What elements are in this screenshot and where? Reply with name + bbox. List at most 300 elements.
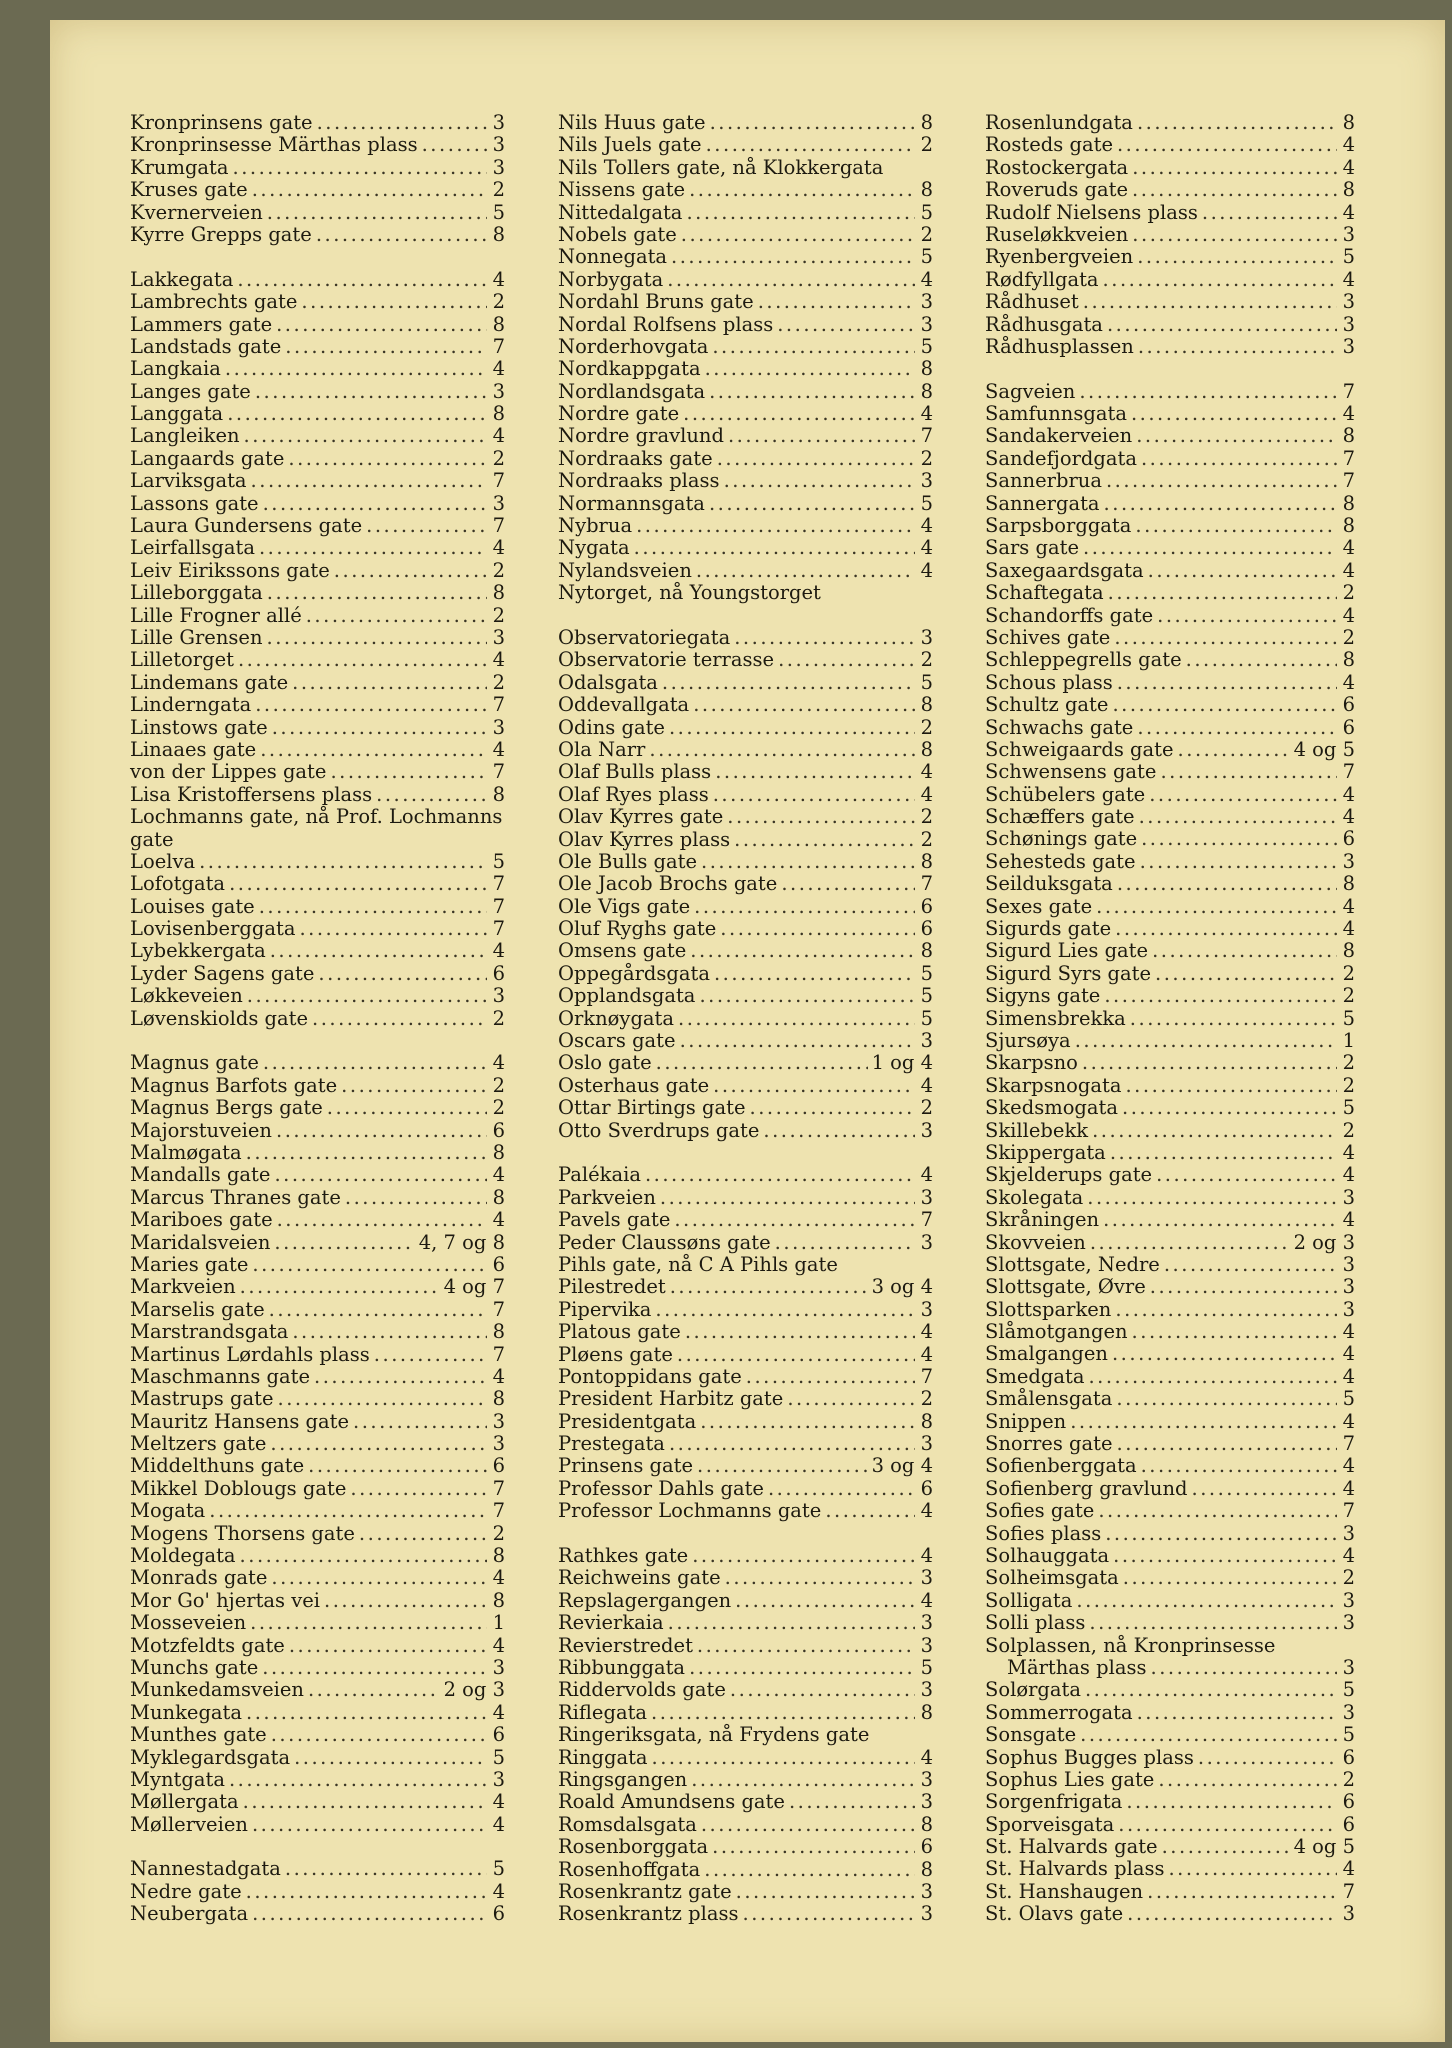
- leader-dots: [677, 1344, 915, 1366]
- district-number: 4: [920, 1499, 933, 1523]
- district-number: 8: [492, 402, 505, 426]
- index-entry: [985, 1120, 1355, 1142]
- street-name: Solhauggata: [985, 1543, 1110, 1567]
- section-gap: [130, 1836, 505, 1858]
- leader-dots: [706, 134, 915, 156]
- leader-dots: [240, 1545, 487, 1567]
- index-entry: [985, 1478, 1355, 1500]
- index-column-1: [130, 112, 505, 1926]
- index-entry: [558, 179, 933, 201]
- district-number: 2: [492, 178, 505, 202]
- leader-dots: [255, 694, 487, 716]
- street-name: Mariboes gate: [130, 1208, 273, 1232]
- street-name: Ringsgangen: [558, 1767, 688, 1791]
- index-entry: [558, 1478, 933, 1500]
- leader-dots: [692, 1545, 915, 1567]
- index-entry: [558, 1500, 933, 1522]
- district-number: 4: [492, 939, 505, 963]
- district-number: 7: [492, 917, 505, 941]
- district-number: 8: [492, 1185, 505, 1209]
- street-name: Parkveien: [558, 1185, 656, 1209]
- district-number: 8: [1342, 872, 1355, 896]
- leader-dots: [1117, 873, 1337, 895]
- index-entry: [985, 381, 1355, 403]
- street-name: Prestegata: [558, 1432, 665, 1456]
- street-name: Skedsmogata: [985, 1096, 1119, 1120]
- street-name: Slottsparken: [985, 1297, 1112, 1321]
- index-entry: [558, 851, 933, 873]
- index-entry: [130, 1769, 505, 1791]
- leader-dots: [1137, 112, 1337, 134]
- district-number: 4: [1342, 670, 1355, 694]
- leader-dots: [649, 739, 915, 761]
- street-name: Rådhuset: [985, 290, 1079, 314]
- index-entry: [130, 582, 505, 604]
- index-entry: [558, 246, 933, 268]
- leader-dots: [1089, 1612, 1337, 1634]
- leader-dots: [1123, 1567, 1337, 1589]
- leader-dots: [376, 784, 487, 806]
- leader-dots: [709, 493, 915, 515]
- leader-dots: [728, 425, 915, 447]
- leader-dots: [259, 896, 487, 918]
- index-entry: [558, 1545, 933, 1567]
- index-entry: [130, 1859, 505, 1881]
- district-number: 2: [492, 603, 505, 627]
- street-name: Lassons gate: [130, 491, 259, 515]
- leader-dots: [285, 1858, 487, 1880]
- district-number: 2: [920, 133, 933, 157]
- district-number: 4: [1342, 1140, 1355, 1164]
- leader-dots: [1164, 1254, 1337, 1276]
- index-entry: [558, 829, 933, 851]
- street-name: Nissens gate: [558, 178, 686, 202]
- street-name: Kyrre Grepps gate: [130, 222, 312, 246]
- index-entry: [985, 112, 1355, 134]
- index-entry: [985, 739, 1355, 761]
- district-number: 4: [1342, 1857, 1355, 1881]
- street-name: Schübelers gate: [985, 782, 1146, 806]
- leader-dots: [308, 1679, 440, 1701]
- index-entry: [130, 269, 505, 291]
- leader-dots: [251, 470, 487, 492]
- district-number: 4: [492, 424, 505, 448]
- index-entry: [985, 1612, 1355, 1634]
- street-name: von der Lippes gate: [130, 760, 327, 784]
- index-entry: [985, 1881, 1355, 1903]
- index-entry: [130, 1478, 505, 1500]
- district-number: 5: [920, 670, 933, 694]
- street-name: Larviksgata: [130, 469, 247, 493]
- leader-dots: [366, 515, 487, 537]
- district-number: 5: [492, 849, 505, 873]
- street-name: Langgata: [130, 402, 224, 426]
- district-number: 3: [920, 1029, 933, 1053]
- index-entry: [558, 381, 933, 403]
- street-name: Marcus Thranes gate: [130, 1185, 341, 1209]
- street-name: Seilduksgata: [985, 872, 1113, 896]
- leader-dots: [276, 314, 487, 336]
- street-name: Oscars gate: [558, 1029, 676, 1053]
- leader-dots: [734, 627, 915, 649]
- index-note: Ringeriksgata, nå Frydens gate: [558, 1723, 870, 1747]
- district-number: 3: [1342, 1297, 1355, 1321]
- district-number: 4: [920, 1073, 933, 1097]
- street-name: Ribbunggata: [558, 1655, 686, 1679]
- street-name: Sannergata: [985, 491, 1100, 515]
- leader-dots: [1135, 515, 1337, 537]
- district-number: 7: [492, 1342, 505, 1366]
- street-name: Presidentgata: [558, 1409, 697, 1433]
- index-entry: [558, 1388, 933, 1410]
- street-name: Krumgata: [130, 155, 229, 179]
- district-number: 4: [492, 1051, 505, 1075]
- index-entry: [985, 1769, 1355, 1791]
- district-number: 5: [1342, 1723, 1355, 1747]
- street-name: Schwachs gate: [985, 715, 1134, 739]
- section-gap: [130, 246, 505, 268]
- district-number: 4: [1342, 558, 1355, 582]
- index-entry: [558, 1635, 933, 1657]
- leader-dots: [274, 1164, 487, 1186]
- street-name: Oslo gate: [558, 1051, 652, 1075]
- index-entry: [985, 694, 1355, 716]
- leader-dots: [270, 1433, 487, 1455]
- district-number: 4: [920, 402, 933, 426]
- leader-dots: [715, 761, 915, 783]
- street-name: Solheimsgata: [985, 1566, 1119, 1590]
- district-number: 3: [492, 155, 505, 179]
- index-entry: [130, 1724, 505, 1746]
- street-name: Platous gate: [558, 1320, 681, 1344]
- leader-dots: [252, 1254, 487, 1276]
- leader-dots: [704, 1859, 915, 1881]
- leader-dots: [1157, 605, 1337, 627]
- district-number: 3: [492, 1409, 505, 1433]
- index-entry: [985, 851, 1355, 873]
- street-name: Neubergata: [130, 1902, 249, 1926]
- district-number: 2: [1342, 581, 1355, 605]
- index-entry: [558, 918, 933, 940]
- district-number: 4: [1342, 1342, 1355, 1366]
- street-name: Leirfallsgata: [130, 536, 255, 560]
- district-number: 4: [920, 536, 933, 560]
- leader-dots: [1132, 1321, 1337, 1343]
- index-entry: [558, 1903, 933, 1925]
- district-number: 7: [492, 514, 505, 538]
- leader-dots: [229, 873, 487, 895]
- leader-dots: [227, 403, 487, 425]
- index-entry: [985, 1008, 1355, 1030]
- leader-dots: [278, 1388, 488, 1410]
- index-entry: [130, 1791, 505, 1813]
- leader-dots: [374, 1344, 487, 1366]
- street-name: Lisa Kristoffersens plass: [130, 782, 373, 806]
- street-name: Mosseveien: [130, 1611, 247, 1635]
- district-number: 7: [1342, 1879, 1355, 1903]
- street-name: Rosteds gate: [985, 133, 1113, 157]
- index-entry: [130, 1321, 505, 1343]
- street-name: Mor Go' hjertas vei: [130, 1588, 321, 1612]
- leader-dots: [1075, 1030, 1337, 1052]
- leader-dots: [292, 1321, 487, 1343]
- street-name: Magnus Bergs gate: [130, 1096, 323, 1120]
- index-entry: [985, 336, 1355, 358]
- street-name: Sporveisgata: [985, 1812, 1115, 1836]
- street-name: Sommerrogata: [985, 1700, 1133, 1724]
- district-number: 4: [492, 357, 505, 381]
- street-name: Munchs gate: [130, 1655, 259, 1679]
- index-entry: [130, 896, 505, 918]
- leader-dots: [775, 1232, 915, 1254]
- street-name: Nordraaks gate: [558, 446, 713, 470]
- index-entry: [558, 224, 933, 246]
- street-name: Lambrechts gate: [130, 290, 298, 314]
- street-name: Revierstredet: [558, 1633, 693, 1657]
- index-entry: [558, 448, 933, 470]
- index-entry: [130, 649, 505, 671]
- district-number: 2: [492, 1096, 505, 1120]
- leader-dots: [359, 1523, 487, 1545]
- district-number: 4: [492, 267, 505, 291]
- index-entry: [130, 1276, 505, 1298]
- street-name: Sannerbrua: [985, 469, 1102, 493]
- leader-dots: [669, 1433, 915, 1455]
- index-entry: [558, 515, 933, 537]
- district-number: 4: [920, 1320, 933, 1344]
- district-number: 3: [920, 469, 933, 493]
- leader-dots: [1132, 157, 1337, 179]
- index-entry: [130, 672, 505, 694]
- district-number: 2: [920, 648, 933, 672]
- district-number: 5: [920, 1006, 933, 1030]
- district-number: 4 og 7: [443, 1275, 505, 1299]
- leader-dots: [1149, 784, 1337, 806]
- leader-dots: [689, 1657, 915, 1679]
- street-name: Normannsgata: [558, 491, 705, 515]
- district-number: 3: [920, 1767, 933, 1791]
- index-entry: [130, 1052, 505, 1074]
- leader-dots: [1160, 761, 1337, 783]
- index-entry: [985, 1814, 1355, 1836]
- district-number: 2: [920, 805, 933, 829]
- street-name: Skillebekk: [985, 1118, 1089, 1142]
- street-name: Mandalls gate: [130, 1163, 271, 1187]
- leader-dots: [713, 784, 915, 806]
- street-name: Sagveien: [985, 379, 1076, 403]
- index-entry: [130, 1388, 505, 1410]
- street-name: Nordre gravlund: [558, 424, 724, 448]
- leader-dots: [301, 291, 487, 313]
- index-entry: [130, 739, 505, 761]
- leader-dots: [689, 179, 915, 201]
- district-number: 4: [1342, 1543, 1355, 1567]
- street-name: Kvernerveien: [130, 200, 263, 224]
- index-entry: [130, 112, 505, 134]
- index-entry: [985, 157, 1355, 179]
- district-number: 6: [1342, 715, 1355, 739]
- district-number: 2: [1342, 1566, 1355, 1590]
- district-number: 8: [920, 849, 933, 873]
- district-number: 7: [920, 424, 933, 448]
- district-number: 8: [1342, 110, 1355, 134]
- district-number: 8: [920, 1700, 933, 1724]
- leader-dots: [1070, 1411, 1337, 1433]
- leader-dots: [314, 1366, 487, 1388]
- district-number: 4: [1342, 1454, 1355, 1478]
- index-page: [50, 20, 1445, 2042]
- street-name: Smålensgata: [985, 1387, 1113, 1411]
- street-name: Reichweins gate: [558, 1566, 721, 1590]
- leader-dots: [1168, 1858, 1337, 1880]
- leader-dots: [710, 112, 915, 134]
- street-name: Schandorffs gate: [985, 603, 1154, 627]
- street-name: Sofienberggata: [985, 1454, 1137, 1478]
- leader-dots: [1148, 560, 1337, 582]
- index-entry: [985, 1075, 1355, 1097]
- district-number: 5: [920, 1655, 933, 1679]
- index-entry: [985, 940, 1355, 962]
- street-name: Norbygata: [558, 267, 664, 291]
- index-entry: [985, 1030, 1355, 1052]
- leader-dots: [246, 1142, 487, 1164]
- index-entry: [130, 1881, 505, 1903]
- index-entry: [130, 918, 505, 940]
- leader-dots: [285, 336, 487, 358]
- street-name: Riflegata: [558, 1700, 648, 1724]
- district-number: 8: [920, 110, 933, 134]
- district-number: 7: [920, 872, 933, 896]
- district-number: 4: [1342, 1364, 1355, 1388]
- district-number: 2: [920, 446, 933, 470]
- leader-dots: [1162, 1836, 1290, 1858]
- index-entry: [558, 985, 933, 1007]
- leader-dots: [246, 1702, 487, 1724]
- index-entry: [558, 1657, 933, 1679]
- street-name: Sofies plass: [985, 1521, 1102, 1545]
- index-entry: [985, 1545, 1355, 1567]
- street-name: Mogens Thorsens gate: [130, 1521, 355, 1545]
- leader-dots: [312, 1008, 487, 1030]
- district-number: 1 og 4: [871, 1051, 933, 1075]
- street-name: Rostockergata: [985, 155, 1129, 179]
- leader-dots: [240, 1276, 440, 1298]
- leader-dots: [1130, 1008, 1337, 1030]
- street-name: Orknøygata: [558, 1006, 675, 1030]
- district-number: 4: [492, 737, 505, 761]
- street-name: Sars gate: [985, 536, 1079, 560]
- index-entry: [985, 806, 1355, 828]
- index-entry: [985, 784, 1355, 806]
- index-entry: [558, 963, 933, 985]
- index-entry: [558, 873, 933, 895]
- district-number: 2: [1342, 625, 1355, 649]
- district-number: 4: [1342, 1163, 1355, 1187]
- district-number: 4: [1342, 536, 1355, 560]
- district-number: 8: [1342, 491, 1355, 515]
- street-name: Professor Lochmanns gate: [558, 1499, 822, 1523]
- index-entry: [558, 940, 933, 962]
- street-name: Mastrups gate: [130, 1387, 274, 1411]
- district-number: 7: [492, 693, 505, 717]
- district-number: 3: [492, 1767, 505, 1791]
- street-name: Marstrandsgata: [130, 1320, 289, 1344]
- street-name: Nybrua: [558, 514, 633, 538]
- street-name: Rudolf Nielsens plass: [985, 200, 1198, 224]
- district-number: 2: [1342, 1118, 1355, 1142]
- leader-dots: [269, 1299, 487, 1321]
- leader-dots: [1112, 1343, 1337, 1365]
- leader-dots: [734, 829, 915, 851]
- district-number: 7: [492, 872, 505, 896]
- leader-dots: [681, 224, 915, 246]
- district-number: 8: [492, 312, 505, 336]
- district-number: 1: [492, 1611, 505, 1635]
- street-name: Olav Kyrres plass: [558, 827, 731, 851]
- index-entry: [985, 425, 1355, 447]
- index-entry: [985, 314, 1355, 336]
- index-entry: [130, 1344, 505, 1366]
- leader-dots: [259, 537, 487, 559]
- district-number: 3 og 4: [871, 1275, 933, 1299]
- district-number: 3: [920, 1566, 933, 1590]
- leader-dots: [267, 202, 487, 224]
- street-name: Oppegårdsgata: [558, 961, 710, 985]
- section-gap: [558, 605, 933, 627]
- index-entry: [985, 1836, 1355, 1858]
- leader-dots: [255, 381, 487, 403]
- district-number: 7: [492, 1297, 505, 1321]
- street-name: Maries gate: [130, 1252, 249, 1276]
- district-number: 5: [492, 1745, 505, 1769]
- street-name: Sophus Lies gate: [985, 1767, 1155, 1791]
- leader-dots: [324, 1590, 487, 1612]
- street-name: Sigurds gate: [985, 917, 1112, 941]
- index-entry: [130, 1120, 505, 1142]
- street-name: Nylandsveien: [558, 558, 692, 582]
- district-number: 8: [1342, 939, 1355, 963]
- index-entry: [985, 761, 1355, 783]
- leader-dots: [691, 1769, 915, 1791]
- index-entry: [985, 202, 1355, 224]
- index-entry: [558, 1232, 933, 1254]
- district-number: 2: [492, 1073, 505, 1097]
- district-number: 7: [492, 1499, 505, 1523]
- district-number: 8: [920, 1857, 933, 1881]
- leader-dots: [736, 1881, 915, 1903]
- leader-dots: [244, 425, 487, 447]
- index-entry: [130, 291, 505, 313]
- district-number: 5: [1342, 1006, 1355, 1030]
- index-entry: [985, 1657, 1355, 1679]
- index-entry: [558, 112, 933, 134]
- leader-dots: [1092, 1120, 1337, 1142]
- leader-dots: [674, 1209, 915, 1231]
- street-name: Mauritz Hansens gate: [130, 1409, 350, 1433]
- street-name: Schultz gate: [985, 693, 1109, 717]
- leader-dots: [1132, 224, 1337, 246]
- street-name: Sonsgate: [985, 1723, 1077, 1747]
- district-number: 4: [1342, 1208, 1355, 1232]
- district-number: 3: [1342, 1275, 1355, 1299]
- district-number: 2 og 3: [443, 1678, 505, 1702]
- street-name: Pontoppidans gate: [558, 1364, 742, 1388]
- leader-dots: [1104, 493, 1337, 515]
- index-entry: [558, 1590, 933, 1612]
- district-number: 8: [920, 737, 933, 761]
- index-entry: [558, 1612, 933, 1634]
- district-number: 4: [492, 1879, 505, 1903]
